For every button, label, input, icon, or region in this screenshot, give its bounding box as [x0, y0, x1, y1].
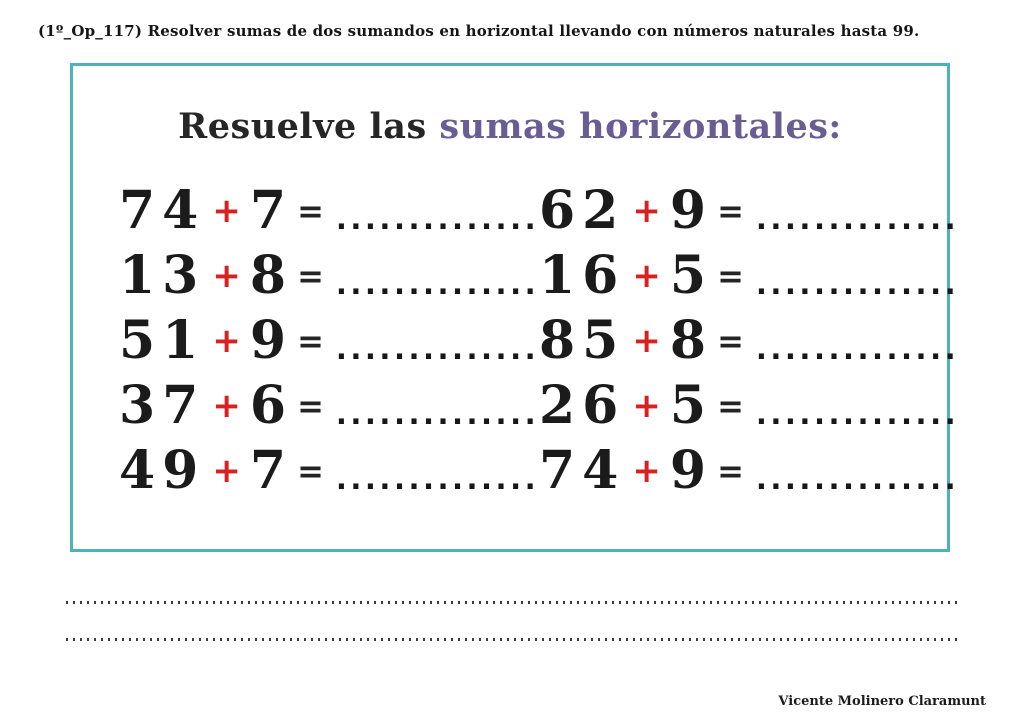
problem-row [119, 243, 539, 308]
exercise-title-black: Resuelve las [178, 106, 440, 147]
plus-sign: + [212, 385, 241, 426]
addend-2: 7 [249, 439, 287, 501]
plus-sign: + [632, 385, 661, 426]
equals-sign: = [717, 451, 744, 490]
addend-2: 9 [669, 179, 707, 241]
equals-sign: = [717, 386, 744, 425]
addend-1: 16 [539, 244, 626, 306]
answer-dots: .............. [335, 267, 540, 301]
addend-1: 74 [539, 439, 626, 501]
equals-sign: = [717, 321, 744, 360]
addend-2: 8 [669, 309, 707, 371]
problem-row [119, 308, 539, 373]
author-credit: Vicente Molinero Claramunt [778, 694, 986, 709]
equals-sign: = [297, 386, 324, 425]
addend-1: 62 [539, 179, 626, 241]
exercise-title [73, 106, 947, 147]
answer-dots: .............. [335, 202, 540, 236]
equals-sign: = [297, 451, 324, 490]
answer-dots: .............. [755, 202, 960, 236]
problem-row [539, 178, 959, 243]
problems-column-right [539, 178, 959, 503]
writing-dotted-line [66, 601, 960, 604]
addend-1: 13 [119, 244, 206, 306]
exercise-box [70, 63, 960, 552]
equals-sign: = [717, 256, 744, 295]
problem-row [539, 373, 959, 438]
answer-dots: .............. [755, 267, 960, 301]
addend-2: 5 [669, 244, 707, 306]
plus-sign: + [212, 450, 241, 491]
problem-row [539, 308, 959, 373]
addend-2: 7 [249, 179, 287, 241]
plus-sign: + [212, 255, 241, 296]
problem-row [539, 438, 959, 503]
problems-column-left [119, 178, 539, 503]
plus-sign: + [632, 450, 661, 491]
addend-1: 49 [119, 439, 206, 501]
plus-sign: + [212, 320, 241, 361]
plus-sign: + [632, 190, 661, 231]
problem-row [119, 438, 539, 503]
equals-sign: = [717, 191, 744, 230]
answer-dots: .............. [335, 397, 540, 431]
addend-1: 74 [119, 179, 206, 241]
plus-sign: + [632, 255, 661, 296]
plus-sign: + [632, 320, 661, 361]
exercise-title-purple: sumas horizontales: [439, 106, 842, 147]
answer-dots: .............. [335, 332, 540, 366]
equals-sign: = [297, 321, 324, 360]
problem-row [119, 178, 539, 243]
addend-2: 9 [249, 309, 287, 371]
worksheet-header-code-line: (1º_Op_117) Resolver sumas de dos sumandos en horizontal llevando con números naturales hasta 99. [38, 22, 920, 40]
answer-dots: .............. [755, 332, 960, 366]
answer-dots: .............. [755, 462, 960, 496]
addend-2: 9 [669, 439, 707, 501]
plus-sign: + [212, 190, 241, 231]
addend-2: 6 [249, 374, 287, 436]
addend-2: 8 [249, 244, 287, 306]
addend-1: 51 [119, 309, 206, 371]
addend-2: 5 [669, 374, 707, 436]
problem-row [539, 243, 959, 308]
answer-dots: .............. [335, 462, 540, 496]
problem-row [119, 373, 539, 438]
equals-sign: = [297, 256, 324, 295]
answer-dots: .............. [755, 397, 960, 431]
addend-1: 85 [539, 309, 626, 371]
addend-1: 37 [119, 374, 206, 436]
writing-dotted-line [66, 638, 960, 641]
equals-sign: = [297, 191, 324, 230]
addend-1: 26 [539, 374, 626, 436]
